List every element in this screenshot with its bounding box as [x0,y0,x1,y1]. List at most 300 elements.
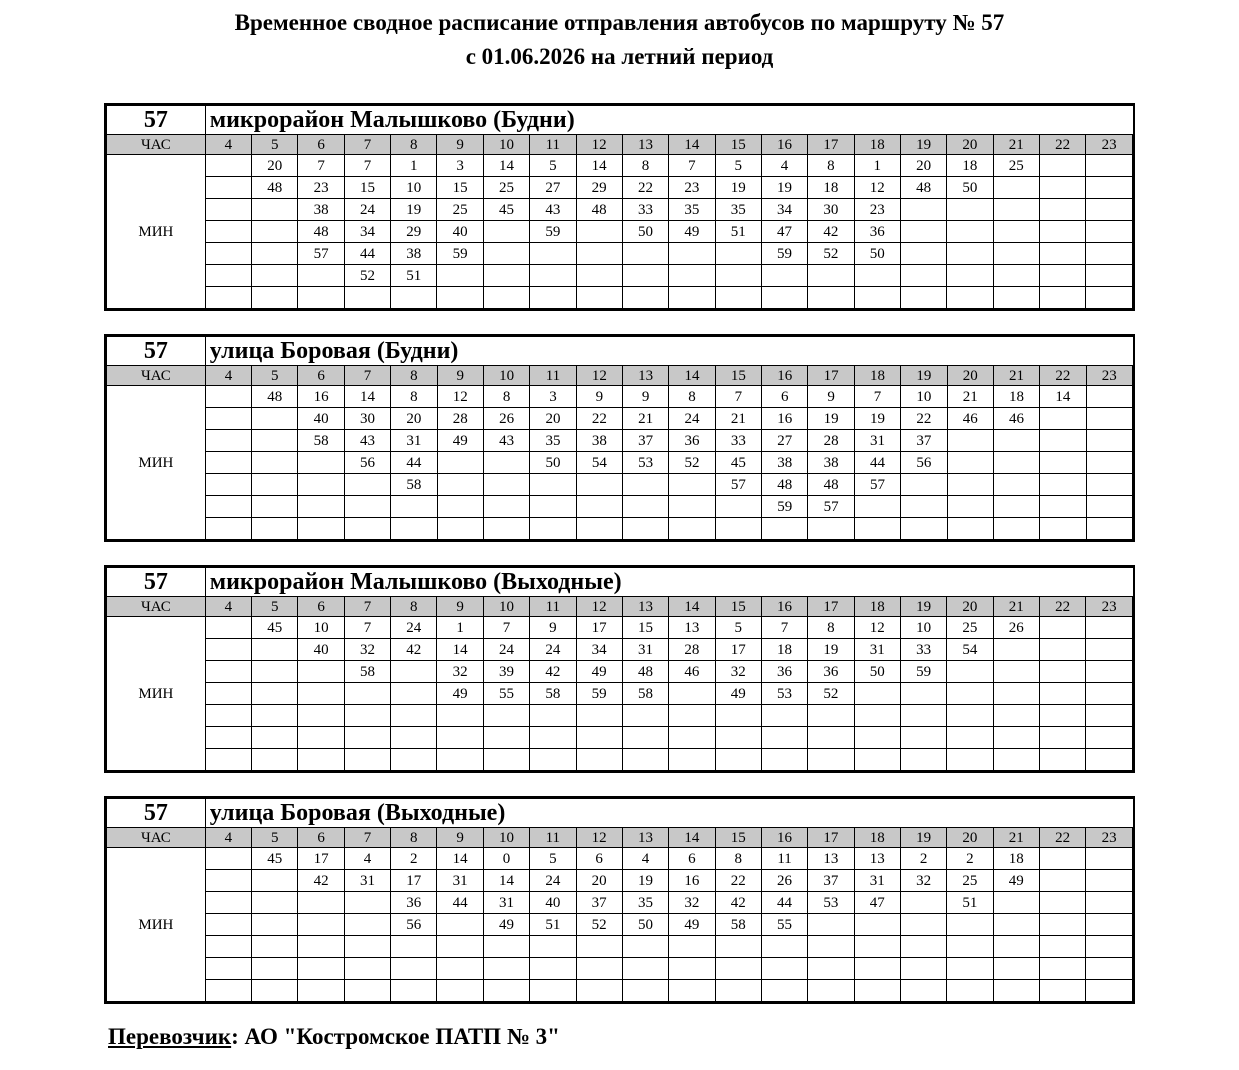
minute-cell: 42 [530,661,576,683]
minute-cell [854,749,900,771]
minute-cell [1086,518,1132,540]
minute-cell [252,221,298,243]
minute-cell [669,474,715,496]
hour-cell: 19 [900,597,946,617]
minute-cell: 19 [808,408,854,430]
minute-cell [576,221,622,243]
hour-cell: 18 [854,135,900,155]
minute-cell: 10 [298,617,344,639]
minute-cell [761,958,807,980]
minute-cell [1039,848,1085,870]
table-row [107,177,1133,199]
minute-cell [947,243,993,265]
minute-cell: 32 [344,639,390,661]
minute-cell [576,705,622,727]
minute-cell [205,639,251,661]
schedule-table-block [104,796,1135,1004]
minute-cell [762,518,808,540]
minute-cell: 47 [854,892,900,914]
minute-cell [1086,221,1133,243]
minute-cell [900,199,946,221]
minute-cell [761,287,807,309]
minute-cell [298,661,344,683]
minute-cell [715,287,761,309]
minute-cell: 26 [993,617,1039,639]
minute-cell [483,518,529,540]
minute-cell: 28 [808,430,854,452]
minute-cell: 3 [530,386,576,408]
minute-cell [391,287,437,309]
minute-cell [252,749,298,771]
minute-cell [947,705,993,727]
minute-cell: 40 [298,408,344,430]
minute-cell [391,980,437,1002]
minute-cell: 44 [854,452,900,474]
minute-cell [530,936,576,958]
minute-cell [1040,452,1086,474]
minute-cell [437,265,483,287]
minute-cell: 35 [715,199,761,221]
hour-cell: 20 [947,366,993,386]
minute-cell [205,518,251,540]
minute-cell [622,705,668,727]
minute-cell: 48 [762,474,808,496]
minute-cell: 25 [437,199,483,221]
minute-cell: 36 [669,430,715,452]
minute-cell [1039,727,1085,749]
minute-cell [437,518,483,540]
minute-cell [205,727,251,749]
hour-cell: 21 [993,597,1039,617]
minute-cell: 31 [622,639,668,661]
minute-cell [715,705,761,727]
minute-cell [530,727,576,749]
minute-cell [205,474,251,496]
minute-cell: 51 [530,914,576,936]
minute-cell [437,474,483,496]
minute-cell: 33 [622,199,668,221]
table-row [107,848,1133,870]
hour-cell: 6 [298,135,344,155]
minute-cell [761,749,807,771]
minute-cell [808,980,854,1002]
table-row [107,914,1133,936]
minute-cell [993,474,1039,496]
minute-cell [344,892,390,914]
minute-cell [252,639,298,661]
minute-cell [901,474,947,496]
minute-cell: 22 [622,177,668,199]
page-subtitle: с 01.06.2026 на летний период [465,44,774,69]
minute-cell: 53 [808,892,854,914]
hour-cell: 22 [1039,135,1085,155]
minute-cell: 38 [391,243,437,265]
minute-cell: 51 [391,265,437,287]
minute-cell: 31 [483,892,529,914]
minute-cell [1086,265,1133,287]
minute-cell: 17 [391,870,437,892]
minute-cell [252,870,298,892]
minute-cell [1086,958,1133,980]
minute-cell [1086,386,1132,408]
minute-cell: 43 [530,199,576,221]
minute-cell [901,496,947,518]
minute-cell: 22 [576,408,622,430]
minute-cell [483,474,529,496]
minute-cell: 0 [483,848,529,870]
hour-row [107,366,1133,386]
minute-cell: 7 [344,155,390,177]
hour-cell: 4 [205,597,251,617]
table-row [107,727,1133,749]
minute-cell: 38 [762,452,808,474]
hour-cell: 12 [576,135,622,155]
hour-cell: 18 [854,366,900,386]
minute-cell [576,243,622,265]
minute-cell: 5 [715,617,761,639]
minute-cell [947,430,993,452]
minute-cell [205,496,251,518]
hour-cell: 17 [808,828,854,848]
hour-cell: 4 [205,828,251,848]
minute-cell [1039,243,1085,265]
minute-cell [252,199,298,221]
minute-cell [761,727,807,749]
minute-cell [344,496,390,518]
minute-cell [715,727,761,749]
minute-cell: 25 [947,617,993,639]
minute-cell [437,980,483,1002]
minute-cell: 11 [761,848,807,870]
minute-cell: 13 [854,848,900,870]
minute-cell: 15 [437,177,483,199]
minute-cell: 49 [993,870,1039,892]
minute-cell [1086,661,1133,683]
minute-cell [1086,474,1132,496]
minute-cell [252,727,298,749]
minute-cell: 7 [715,386,761,408]
minute-cell [854,705,900,727]
minute-cell [298,749,344,771]
minute-cell: 18 [993,848,1039,870]
minute-cell [344,936,390,958]
minute-cell [993,177,1039,199]
minute-cell [947,518,993,540]
minute-cell [252,474,298,496]
minute-cell [1039,265,1085,287]
minute-cell: 50 [622,221,668,243]
hour-cell: 19 [901,366,947,386]
minute-cell [252,892,298,914]
hour-cell: 6 [298,597,344,617]
minute-cell: 31 [391,430,437,452]
minute-cell [1040,430,1086,452]
minute-cell [483,705,529,727]
minute-cell: 20 [252,155,298,177]
minute-cell: 24 [344,199,390,221]
minute-cell [437,727,483,749]
hour-cell: 14 [669,828,715,848]
hour-row [107,597,1133,617]
minute-cell [993,936,1039,958]
hour-cell: 10 [483,597,529,617]
minute-cell [205,749,251,771]
minute-cell [205,287,251,309]
minute-cell: 20 [576,870,622,892]
minute-cell [901,518,947,540]
hour-cell: 4 [205,366,251,386]
minute-cell: 46 [669,661,715,683]
minute-cell: 59 [576,683,622,705]
minute-cell [900,287,946,309]
minute-cell [669,980,715,1002]
minute-cell: 18 [993,386,1039,408]
minute-cell [205,430,251,452]
hour-cell: 12 [576,597,622,617]
minute-cell [761,705,807,727]
hour-cell: 13 [622,828,668,848]
minute-cell: 50 [947,177,993,199]
minute-cell: 15 [344,177,390,199]
minute-cell [808,914,854,936]
minute-cell [344,914,390,936]
hour-cell: 10 [483,135,529,155]
hour-cell: 17 [808,135,854,155]
minute-cell: 5 [530,155,576,177]
minute-cell: 43 [483,430,529,452]
minute-cell [391,727,437,749]
minute-cell [1086,617,1133,639]
minute-cell: 52 [344,265,390,287]
minute-cell [1039,617,1085,639]
hour-cell: 7 [344,828,390,848]
minute-cell: 10 [391,177,437,199]
minute-cell: 48 [298,221,344,243]
minute-cell: 24 [530,870,576,892]
minute-cell: 37 [901,430,947,452]
minute-cell [947,661,993,683]
minute-cell [298,474,344,496]
minute-cell: 20 [391,408,437,430]
minute-cell [669,287,715,309]
carrier-name: : АО "Костромское ПАТП № 3" [231,1024,560,1049]
minute-cell: 22 [901,408,947,430]
minute-cell [808,287,854,309]
minute-cell: 48 [808,474,854,496]
minute-cell [854,958,900,980]
hour-cell: 5 [252,366,298,386]
minute-cell [530,980,576,1002]
minute-cell [993,980,1039,1002]
minute-cell: 57 [808,496,854,518]
minute-cell: 25 [947,870,993,892]
minute-cell: 49 [437,683,483,705]
table-row [107,199,1133,221]
minute-cell [1039,749,1085,771]
table-row [107,287,1133,309]
minute-cell: 37 [808,870,854,892]
minute-cell: 6 [762,386,808,408]
minute-cell [205,177,251,199]
minute-cell [252,661,298,683]
hour-cell: 7 [344,597,390,617]
minute-cell [947,199,993,221]
minute-cell [205,958,251,980]
minute-cell [1086,496,1132,518]
minute-cell: 58 [344,661,390,683]
minute-cell: 32 [900,870,946,892]
minute-cell [947,980,993,1002]
minute-cell [391,749,437,771]
hour-cell: 13 [622,597,668,617]
minute-cell [1086,749,1133,771]
minute-cell: 58 [298,430,344,452]
minute-cell [530,518,576,540]
minute-cell: 49 [669,914,715,936]
minute-cell [947,936,993,958]
hour-cell: 9 [437,366,483,386]
minute-cell [1039,199,1085,221]
table-row [107,749,1133,771]
table-row [107,265,1133,287]
minute-cell: 19 [854,408,900,430]
minute-cell [761,936,807,958]
minute-cell [993,958,1039,980]
minute-cell [808,265,854,287]
minute-cell [530,496,576,518]
minute-cell: 8 [622,155,668,177]
minute-cell [808,936,854,958]
minute-cell [1039,221,1085,243]
minutes-label: МИН [107,617,206,771]
hour-cell: 16 [761,828,807,848]
minute-cell [1039,661,1085,683]
minute-cell [900,727,946,749]
route-number: 57 [107,337,206,366]
hour-cell: 11 [530,135,576,155]
minute-cell [715,980,761,1002]
minute-cell: 7 [483,617,529,639]
minute-cell: 8 [391,386,437,408]
hour-cell: 10 [483,366,529,386]
minute-cell [669,936,715,958]
minute-cell [344,958,390,980]
minute-cell [205,221,251,243]
minute-cell: 43 [344,430,390,452]
minute-cell [437,914,483,936]
minute-cell [947,496,993,518]
minute-cell [715,496,761,518]
minute-cell: 4 [622,848,668,870]
minute-cell [1086,243,1133,265]
minute-cell: 59 [761,243,807,265]
schedule-table [106,336,1133,540]
table-row [107,474,1133,496]
table-row [107,661,1133,683]
minute-cell: 57 [298,243,344,265]
minutes-label: МИН [107,386,206,540]
minute-cell: 20 [530,408,576,430]
hour-cell: 9 [437,828,483,848]
minute-cell [437,936,483,958]
minute-cell [298,727,344,749]
minute-cell [1040,474,1086,496]
hour-cell: 16 [762,366,808,386]
minute-cell: 7 [344,617,390,639]
minute-cell [1039,958,1085,980]
minute-cell: 36 [391,892,437,914]
minute-cell [1086,639,1133,661]
minute-cell: 40 [437,221,483,243]
minute-cell: 25 [993,155,1039,177]
minute-cell [252,914,298,936]
minute-cell: 16 [298,386,344,408]
minute-cell: 49 [437,430,483,452]
hour-row [107,828,1133,848]
minute-cell: 8 [669,386,715,408]
minute-cell: 38 [298,199,344,221]
minute-cell [1086,848,1133,870]
minute-cell: 35 [669,199,715,221]
minute-cell: 49 [715,683,761,705]
minute-cell [576,958,622,980]
hour-row [107,135,1133,155]
minute-cell: 13 [669,617,715,639]
hour-cell: 13 [623,366,669,386]
minute-cell: 28 [437,408,483,430]
minute-cell [993,661,1039,683]
minute-cell [437,496,483,518]
minute-cell [1039,287,1085,309]
hour-cell: 15 [715,135,761,155]
minute-cell: 1 [854,155,900,177]
minute-cell: 50 [854,243,900,265]
minute-cell: 30 [344,408,390,430]
table-row [107,705,1133,727]
table-row [107,221,1133,243]
minute-cell [669,683,715,705]
minute-cell: 42 [391,639,437,661]
minute-cell: 6 [576,848,622,870]
minute-cell [252,705,298,727]
minute-cell: 24 [669,408,715,430]
minute-cell [1039,892,1085,914]
minute-cell [715,518,761,540]
minute-cell [715,936,761,958]
minute-cell [993,265,1039,287]
minute-cell: 8 [808,617,854,639]
minute-cell: 12 [437,386,483,408]
minute-cell [993,452,1039,474]
minute-cell: 7 [854,386,900,408]
minute-cell: 51 [947,892,993,914]
minute-cell: 44 [391,452,437,474]
minute-cell: 58 [715,914,761,936]
minute-cell [483,265,529,287]
minute-cell: 9 [576,386,622,408]
minute-cell [947,221,993,243]
minute-cell [1086,683,1133,705]
minute-cell: 48 [622,661,668,683]
minute-cell [854,683,900,705]
minute-cell: 19 [808,639,854,661]
minute-cell [1086,705,1133,727]
minute-cell: 4 [344,848,390,870]
minute-cell: 12 [854,177,900,199]
minute-cell: 59 [530,221,576,243]
minute-cell [483,496,529,518]
minute-cell [1086,430,1132,452]
